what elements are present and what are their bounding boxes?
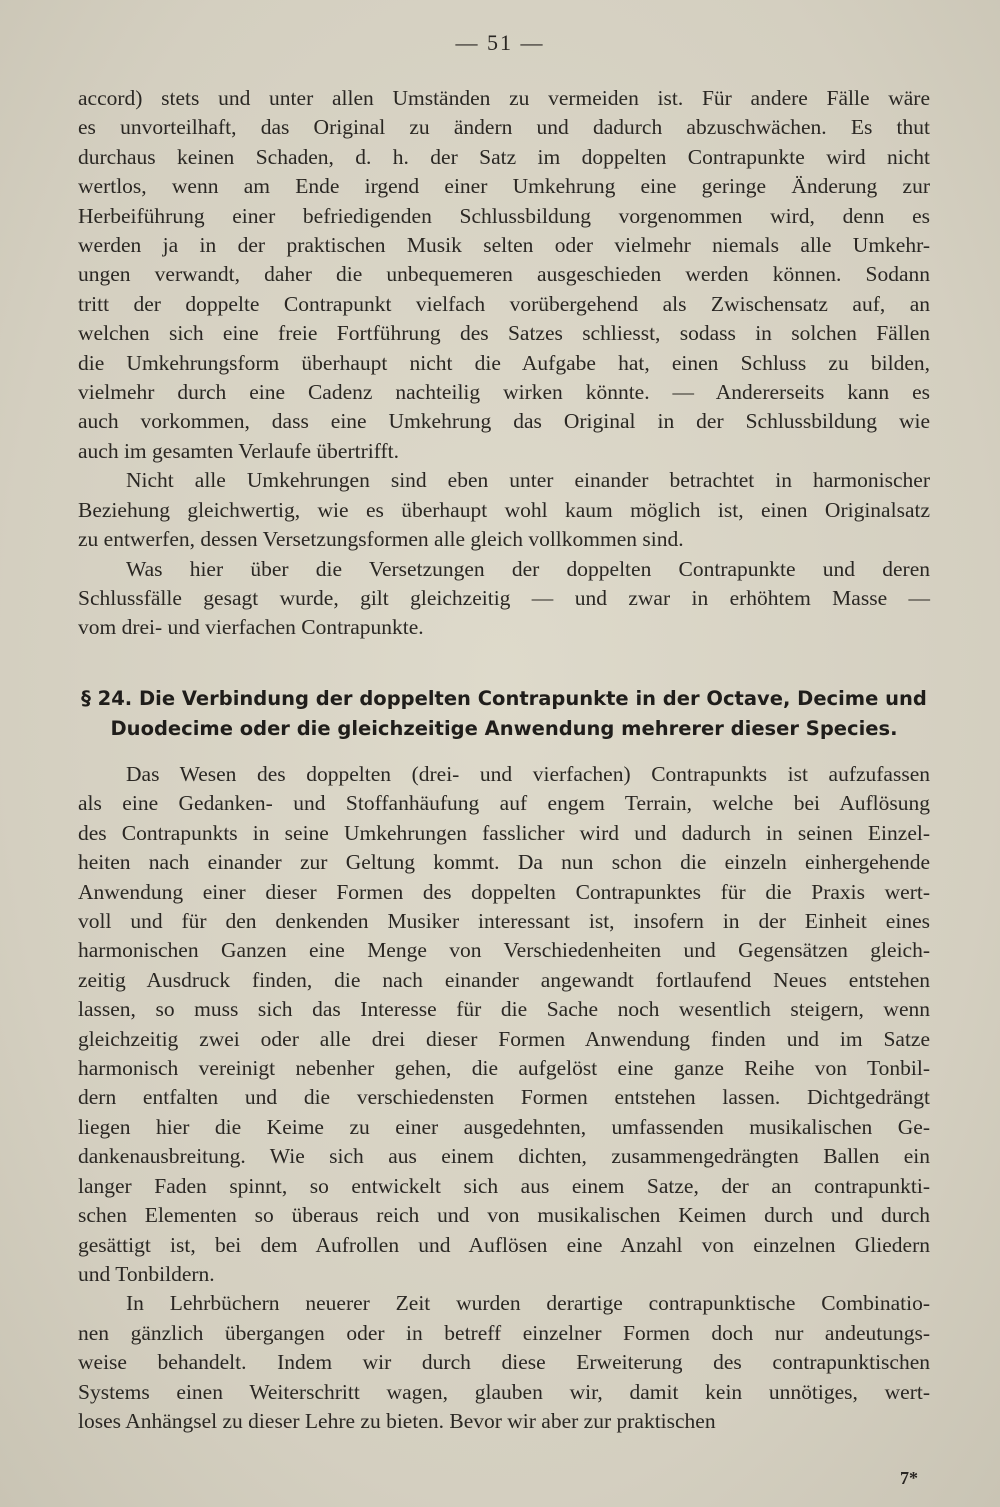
- text-line: des Contrapunkts in seine Umkehrungen fasslicher wird und dadurch in seinen Einzel-: [78, 820, 930, 845]
- body-text-after-heading: [78, 760, 930, 1436]
- text-line: zeitig Ausdruck finden, die nach einander angewandt fortlaufend Neues entstehen: [78, 967, 930, 992]
- text-line: wertlos, wenn am Ende irgend einer Umkehrung eine geringe Änderung zur: [78, 174, 930, 199]
- body-text-before-heading: [78, 84, 930, 643]
- text-line: als eine Gedanken- und Stoffanhäufung auf engem Terrain, welche bei Auflösung: [78, 791, 930, 816]
- text-line: Nicht alle Umkehrungen sind eben unter einander betrachtet in harmonischer: [126, 468, 930, 493]
- section-heading: [78, 684, 930, 744]
- text-line: vielmehr durch eine Cadenz nachteilig wirken könnte. — Andererseits kann es: [78, 380, 930, 405]
- text-line: ungen verwandt, daher die unbequemeren ausgeschieden werden können. Sodann: [78, 262, 930, 287]
- text-line: die Umkehrungsform überhaupt nicht die Aufgabe hat, einen Schluss zu bilden,: [78, 350, 930, 375]
- text-line: welchen sich eine freie Fortführung des Satzes schliesst, sodass in solchen Fällen: [78, 321, 930, 346]
- text-line: accord) stets und unter allen Umständen zu vermeiden ist. Für andere Fälle wäre: [78, 86, 930, 110]
- text-line: tritt der doppelte Contrapunkt vielfach vorübergehend als Zwischensatz auf, an: [78, 291, 930, 316]
- signature-mark: 7*: [900, 1468, 918, 1488]
- text-line: nen gänzlich übergangen oder in betreff einzelner Formen doch nur andeutungs-: [78, 1320, 930, 1345]
- paragraph: [78, 1289, 930, 1436]
- paragraph: [78, 466, 930, 554]
- text-line: Was hier über die Versetzungen der doppelten Contrapunkte und deren: [126, 556, 930, 581]
- text-line: Herbeiführung einer befriedigenden Schlussbildung vorgenommen wird, denn es: [78, 203, 930, 228]
- paragraph: [78, 555, 930, 643]
- text-line: loses Anhängsel zu dieser Lehre zu bieten. Bevor wir aber zur praktischen: [78, 1408, 716, 1433]
- section-heading-line-2: Duodecime oder die gleichzeitige Anwendung mehrerer dieser Species.: [110, 717, 898, 740]
- text-line: zu entwerfen, dessen Versetzungsformen alle gleich vollkommen sind.: [78, 527, 684, 552]
- text-line: heiten nach einander zur Geltung kommt. Da nun schon die einzeln einhergehende: [78, 850, 930, 875]
- text-line: gesättigt ist, bei dem Aufrollen und Auflösen eine Anzahl von einzelnen Gliedern: [78, 1232, 930, 1257]
- text-line: Beziehung gleichwertig, wie es überhaupt wohl kaum möglich ist, einen Originalsatz: [78, 497, 930, 522]
- text-line: durchaus keinen Schaden, d. h. der Satz im doppelten Contrapunkte wird nicht: [78, 144, 930, 169]
- text-line: es unvorteilhaft, das Original zu ändern und dadurch abzuschwächen. Es thut: [78, 115, 930, 140]
- paragraph: [78, 760, 930, 1289]
- text-line: werden ja in der praktischen Musik selten oder vielmehr niemals alle Umkehr-: [78, 233, 930, 258]
- text-line: liegen hier die Keime zu einer ausgedehnten, umfassenden musikalischen Ge-: [78, 1114, 930, 1139]
- text-line: vom drei- und vierfachen Contrapunkte.: [78, 615, 424, 640]
- text-line: lassen, so muss sich das Interesse für die Sache noch wesentlich steigern, wenn: [78, 997, 930, 1022]
- text-line: dankenausbreitung. Wie sich aus einem dichten, zusammengedrängten Ballen ein: [78, 1144, 930, 1169]
- page-number: — 51 —: [455, 30, 545, 55]
- text-line: Anwendung einer dieser Formen des doppelten Contrapunktes für die Praxis wert-: [78, 879, 930, 904]
- section-heading-line-1: § 24. Die Verbindung der doppelten Contrapunkte in der Octave, Decime und: [81, 687, 927, 710]
- text-line: gleichzeitig zwei oder alle drei dieser Formen Anwendung finden und im Satze: [78, 1026, 930, 1051]
- text-line: auch vorkommen, dass eine Umkehrung das Original in der Schlussbildung wie: [78, 409, 930, 434]
- text-line: Das Wesen des doppelten (drei- und vierfachen) Contrapunkts ist aufzufassen: [126, 762, 930, 786]
- text-line: dern entfalten und die verschiedensten Formen entstehen lassen. Dichtgedrängt: [78, 1085, 930, 1110]
- text-line: In Lehrbüchern neuerer Zeit wurden derartige contrapunktische Combinatio-: [126, 1291, 930, 1316]
- text-line: und Tonbildern.: [78, 1261, 215, 1286]
- text-line: voll und für den denkenden Musiker interessant ist, insofern in der Einheit eines: [78, 909, 930, 934]
- text-line: Systems einen Weiterschritt wagen, glauben wir, damit kein unnötiges, wert-: [78, 1379, 930, 1404]
- text-line: harmonisch vereinigt nebenher gehen, die aufgelöst eine ganze Reihe von Tonbil-: [78, 1056, 930, 1081]
- text-line: schen Elementen so überaus reich und von musikalischen Keimen durch und durch: [78, 1203, 930, 1228]
- paragraph: [78, 84, 930, 466]
- text-line: harmonischen Ganzen eine Menge von Verschiedenheiten und Gegensätzen gleich-: [78, 938, 930, 963]
- text-line: weise behandelt. Indem wir durch diese Erweiterung des contrapunktischen: [78, 1350, 930, 1375]
- text-line: auch im gesamten Verlaufe übertrifft.: [78, 438, 399, 463]
- text-line: Schlussfälle gesagt wurde, gilt gleichzeitig — und zwar in erhöhtem Masse —: [78, 585, 930, 610]
- text-line: langer Faden spinnt, so entwickelt sich aus einem Satze, der an contrapunkti-: [78, 1173, 930, 1198]
